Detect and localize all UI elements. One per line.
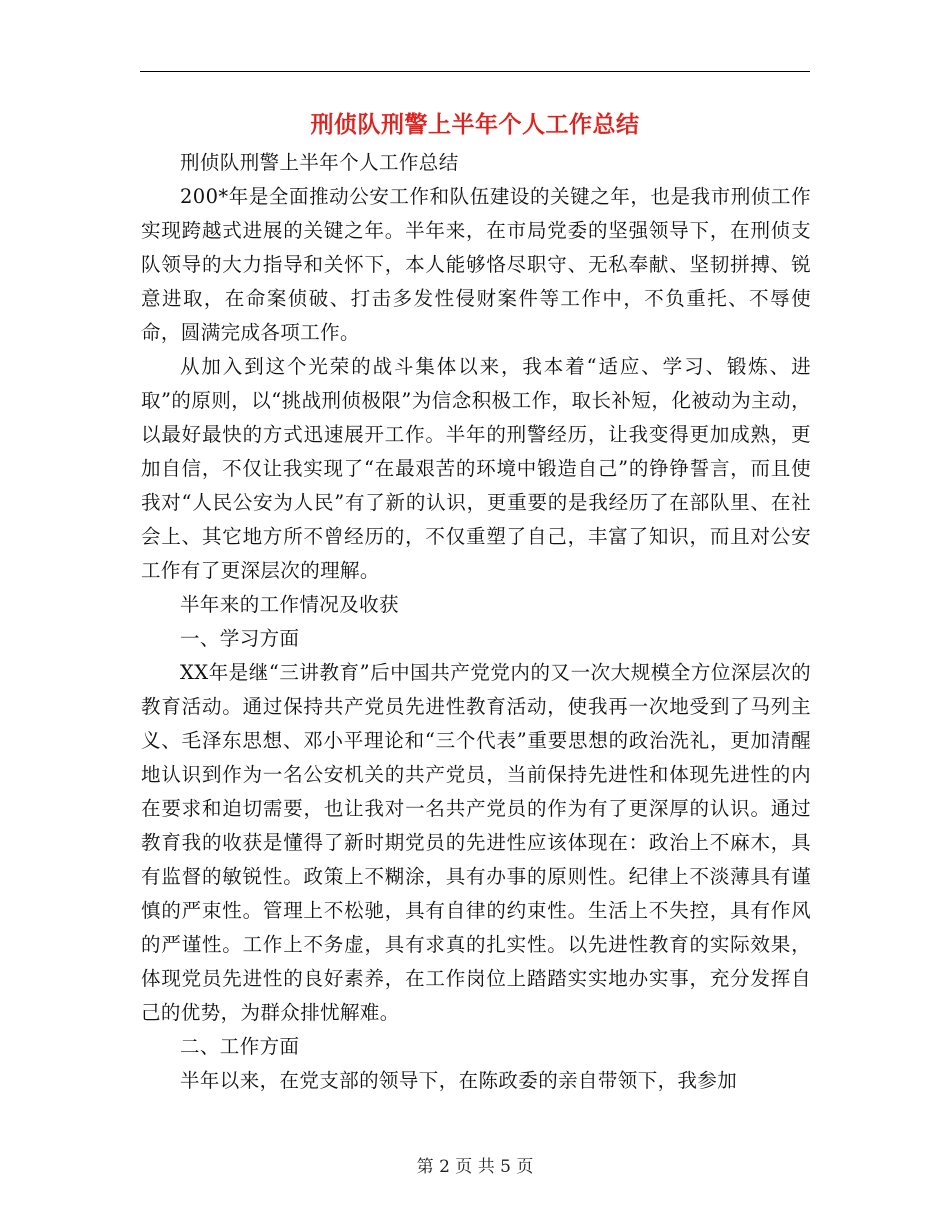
work-paragraph: 半年以来，在党支部的领导下，在陈政委的亲自带领下，我参加: [180, 1069, 738, 1092]
intro-paragraph: 200*年是全面推动公安工作和队伍建设的关键之年，也是我市刑侦工作实现跨越式进展的关键之年。半年来，在市局党委的坚强领导下，在刑侦支队领导的大力指导和关怀下，本人能够恪尽职守、无私奉献、坚韧拼搏、锐意进取，在命案侦破、打击多发性侵财案件等工作中，不负重托、不辱使命，圆满完成各项工作。: [141, 185, 811, 344]
study-paragraph: XX年是继“三讲教育”后中国共产党党内的又一次大规模全方位深层次的教育活动。通过保持共产党员先进性教育活动，使我再一次地受到了马列主义、毛泽东思想、邓小平理论和“三个代表”重要思想的政治洗礼，更加清醒地认识到作为一名公安机关的共产党员，当前保持先进性和体现先进性的内在要求和迫切需要，也让我对一名共产党员的作为有了更深厚的认识。通过教育我的收获是懂得了新时期党员的先进性应该体现在：政治上不麻木，具有监督的敏锐性。政策上不糊涂，具有办事的原则性。纪律上不淡薄具有谨慎的严束性。管理上不松驰，具有自律的约束性。生活上不失控，具有作风的严谨性。工作上不务虚，具有求真的扎实性。以先进性教育的实际效果，体现党员先进性的良好素养，在工作岗位上踏踏实实地办实事，充分发挥自己的优势，为群众排忧解难。: [141, 661, 811, 1024]
header-rule: [140, 71, 810, 72]
section-heading-study: 一、学习方面: [180, 627, 300, 650]
page-number: 第 2 页 共 5 页: [416, 1157, 534, 1177]
section-heading-overview: 半年来的工作情况及收获: [180, 593, 399, 616]
document-title: 刑侦队刑警上半年个人工作总结: [310, 112, 640, 138]
section-heading-work: 二、工作方面: [180, 1035, 300, 1058]
document-body: [141, 146, 811, 1098]
experience-paragraph: 从加入到这个光荣的战斗集体以来，我本着“适应、学习、锻炼、进取”的原则，以“挑战刑侦极限”为信念积极工作，取长补短，化被动为主动，以最好最快的方式迅速展开工作。半年的刑警经历，让我变得更加成熟，更加自信，不仅让我实现了“在最艰苦的环境中锻造自己”的铮铮誓言，而且使我对“人民公安为人民”有了新的认识，更重要的是我经历了在部队里、在社会上、其它地方所不曾经历的，不仅重塑了自己，丰富了知识，而且对公安工作有了更深层次的理解。: [141, 355, 811, 582]
subtitle-paragraph: 刑侦队刑警上半年个人工作总结: [180, 151, 459, 174]
